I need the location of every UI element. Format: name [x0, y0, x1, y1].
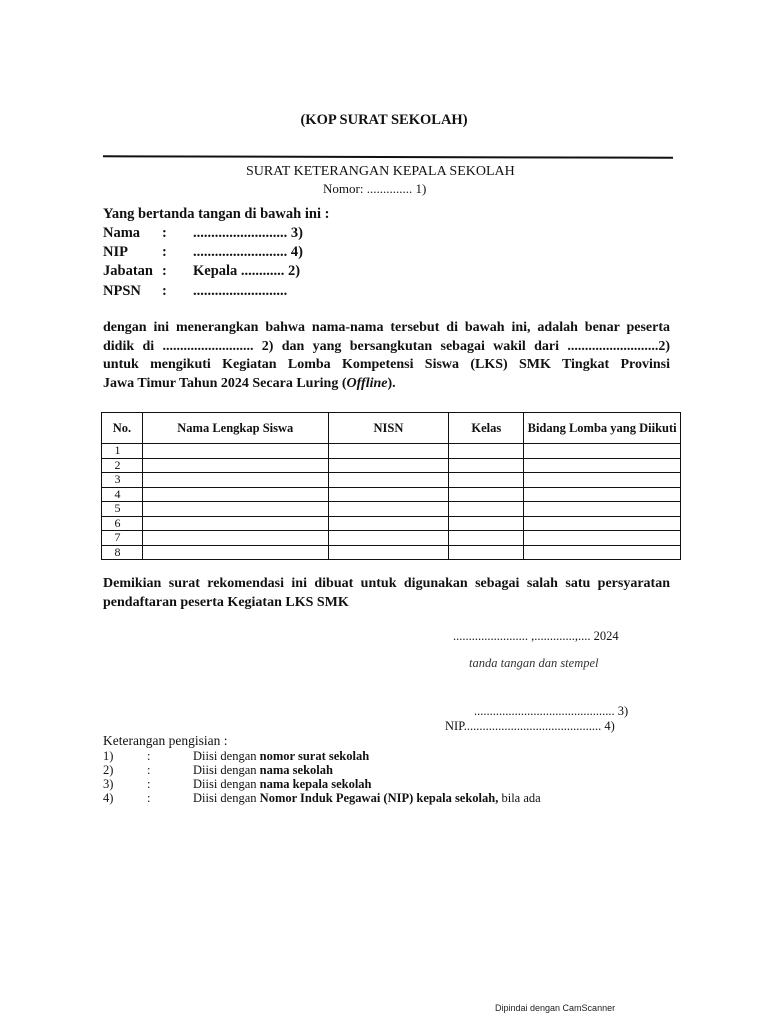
- cell-nama[interactable]: [142, 458, 328, 473]
- table-row: [102, 444, 681, 459]
- cell-nama[interactable]: [142, 444, 328, 459]
- table-header-row: [102, 413, 681, 444]
- cell-kelas[interactable]: [449, 502, 524, 517]
- row-number: 6: [102, 516, 143, 531]
- note-text: [193, 763, 333, 778]
- note-number: 1): [103, 749, 114, 763]
- cell-bidang[interactable]: [524, 502, 681, 517]
- row-number: 7: [102, 531, 143, 546]
- cell-kelas[interactable]: [449, 545, 524, 560]
- note-number: 4): [103, 791, 114, 805]
- cell-kelas[interactable]: [449, 531, 524, 546]
- letter-title: SURAT KETERANGAN KEPALA SEKOLAH: [246, 164, 515, 179]
- note-text-pre: Diisi dengan: [193, 791, 260, 805]
- stamp-note: tanda tangan dan stempel: [469, 656, 599, 670]
- table-row: [102, 473, 681, 488]
- identity-sep-nip: :: [162, 244, 167, 260]
- cell-bidang[interactable]: [524, 531, 681, 546]
- note-text-bold: nama sekolah: [259, 763, 333, 777]
- closing-paragraph: [103, 575, 670, 612]
- note-text-bold: nama kepala sekolah: [259, 777, 372, 791]
- note-separator: :: [147, 777, 151, 791]
- table-row: [102, 502, 681, 517]
- body-line: [103, 375, 670, 394]
- body-line: untuk mengikuti Kegiatan Lomba Kompetensi Siswa (LKS) SMK Tingkat Provinsi: [103, 357, 670, 372]
- table-row: [102, 516, 681, 531]
- table-row: [102, 545, 681, 560]
- note-text: [193, 791, 541, 806]
- note-number: 3): [103, 777, 114, 791]
- identity-label-jabatan: Jabatan: [103, 263, 153, 279]
- closing-line: pendaftaran peserta Kegiatan LKS SMK: [103, 594, 349, 610]
- participant-table: [101, 412, 681, 560]
- cell-nama[interactable]: [142, 531, 328, 546]
- note-text-post: bila ada: [498, 791, 541, 805]
- note-separator: :: [147, 749, 151, 763]
- cell-nisn[interactable]: [328, 487, 449, 502]
- note-number: 2): [103, 763, 114, 777]
- table-row: [102, 458, 681, 473]
- cell-bidang[interactable]: [524, 473, 681, 488]
- cell-nisn[interactable]: [328, 531, 449, 546]
- camscanner-footer: Dipindai dengan CamScanner: [495, 1003, 616, 1013]
- note-text-pre: Diisi dengan: [193, 749, 260, 763]
- identity-value-nip: .......................... 4): [193, 244, 303, 260]
- kop-surat-heading: (KOP SURAT SEKOLAH): [300, 112, 468, 128]
- identity-intro: Yang bertanda tangan di bawah ini :: [103, 206, 330, 222]
- cell-kelas[interactable]: [449, 473, 524, 488]
- note-separator: :: [147, 791, 151, 805]
- table-row: [102, 487, 681, 502]
- cell-nisn[interactable]: [328, 458, 449, 473]
- note-text-bold: nomor surat sekolah: [259, 749, 370, 763]
- cell-kelas[interactable]: [449, 516, 524, 531]
- body-line4-pre: Jawa Timur Tahun 2024 Secara Luring (: [103, 375, 347, 391]
- identity-label-nama: Nama: [103, 225, 141, 241]
- closing-line: Demikian surat rekomendasi ini dibuat untuk digunakan sebagai salah satu persyaratan: [103, 576, 670, 591]
- identity-sep-npsn: :: [162, 283, 167, 299]
- cell-nisn[interactable]: [328, 545, 449, 560]
- col-header-nisn: NISN: [328, 413, 449, 444]
- row-number: 3: [102, 473, 143, 488]
- note-text-pre: Diisi dengan: [193, 777, 260, 791]
- body-line: didik di .......................... 2) dan yang bersangkutan sebagai wakil dari ..........................2): [103, 338, 670, 354]
- cell-nisn[interactable]: [328, 473, 449, 488]
- cell-nama[interactable]: [142, 545, 328, 560]
- identity-sep-jabatan: :: [162, 263, 167, 279]
- cell-bidang[interactable]: [524, 487, 681, 502]
- row-number: 2: [102, 458, 143, 473]
- col-header-bidang: Bidang Lomba yang Diikuti: [524, 413, 681, 444]
- cell-nama[interactable]: [142, 516, 328, 531]
- body-paragraph: [103, 319, 670, 393]
- signer-name-line: ............................................. 3): [474, 704, 629, 718]
- cell-nama[interactable]: [142, 487, 328, 502]
- identity-value-nama: .......................... 3): [193, 225, 303, 241]
- notes-title: Keterangan pengisian :: [103, 733, 228, 748]
- note-text: [193, 749, 369, 764]
- place-date-line: ........................ ,.............,.... 2024: [453, 629, 619, 643]
- identity-sep-nama: :: [162, 225, 167, 241]
- header-divider-line: [103, 155, 673, 158]
- letter-number: [323, 181, 426, 197]
- cell-nama[interactable]: [142, 502, 328, 517]
- cell-kelas[interactable]: [449, 444, 524, 459]
- note-separator: :: [147, 763, 151, 777]
- col-header-nama: Nama Lengkap Siswa: [142, 413, 328, 444]
- note-text-pre: Diisi dengan: [193, 763, 260, 777]
- note-text-bold: Nomor Induk Pegawai (NIP) kepala sekolah,: [259, 791, 499, 805]
- table-row: [102, 531, 681, 546]
- body-line4-offline: Offline: [346, 375, 388, 391]
- identity-label-nip: NIP: [103, 244, 128, 260]
- identity-label-npsn: NPSN: [103, 283, 141, 299]
- row-number: 5: [102, 502, 143, 517]
- row-number: 8: [102, 545, 143, 560]
- cell-kelas[interactable]: [449, 458, 524, 473]
- body-line: dengan ini menerangkan bahwa nama-nama tersebut di bawah ini, adalah benar peserta: [103, 320, 670, 335]
- col-header-kelas: Kelas: [449, 413, 524, 444]
- cell-nisn[interactable]: [328, 444, 449, 459]
- cell-bidang[interactable]: [524, 458, 681, 473]
- cell-nama[interactable]: [142, 473, 328, 488]
- identity-value-jabatan: Kepala ............ 2): [193, 263, 301, 279]
- nomor-label: Nomor:: [323, 181, 364, 196]
- cell-bidang[interactable]: [524, 444, 681, 459]
- col-header-no: No.: [102, 413, 143, 444]
- body-line4-post: ).: [387, 375, 396, 391]
- cell-kelas[interactable]: [449, 487, 524, 502]
- cell-nisn[interactable]: [328, 502, 449, 517]
- cell-nisn[interactable]: [328, 516, 449, 531]
- signer-nip-line: NIP............................................ 4): [445, 719, 615, 733]
- row-number: 4: [102, 487, 143, 502]
- nomor-value: .............. 1): [366, 181, 427, 196]
- cell-bidang[interactable]: [524, 545, 681, 560]
- row-number: 1: [102, 444, 143, 459]
- note-text: [193, 777, 372, 792]
- identity-value-npsn: ..........................: [193, 283, 288, 299]
- cell-bidang[interactable]: [524, 516, 681, 531]
